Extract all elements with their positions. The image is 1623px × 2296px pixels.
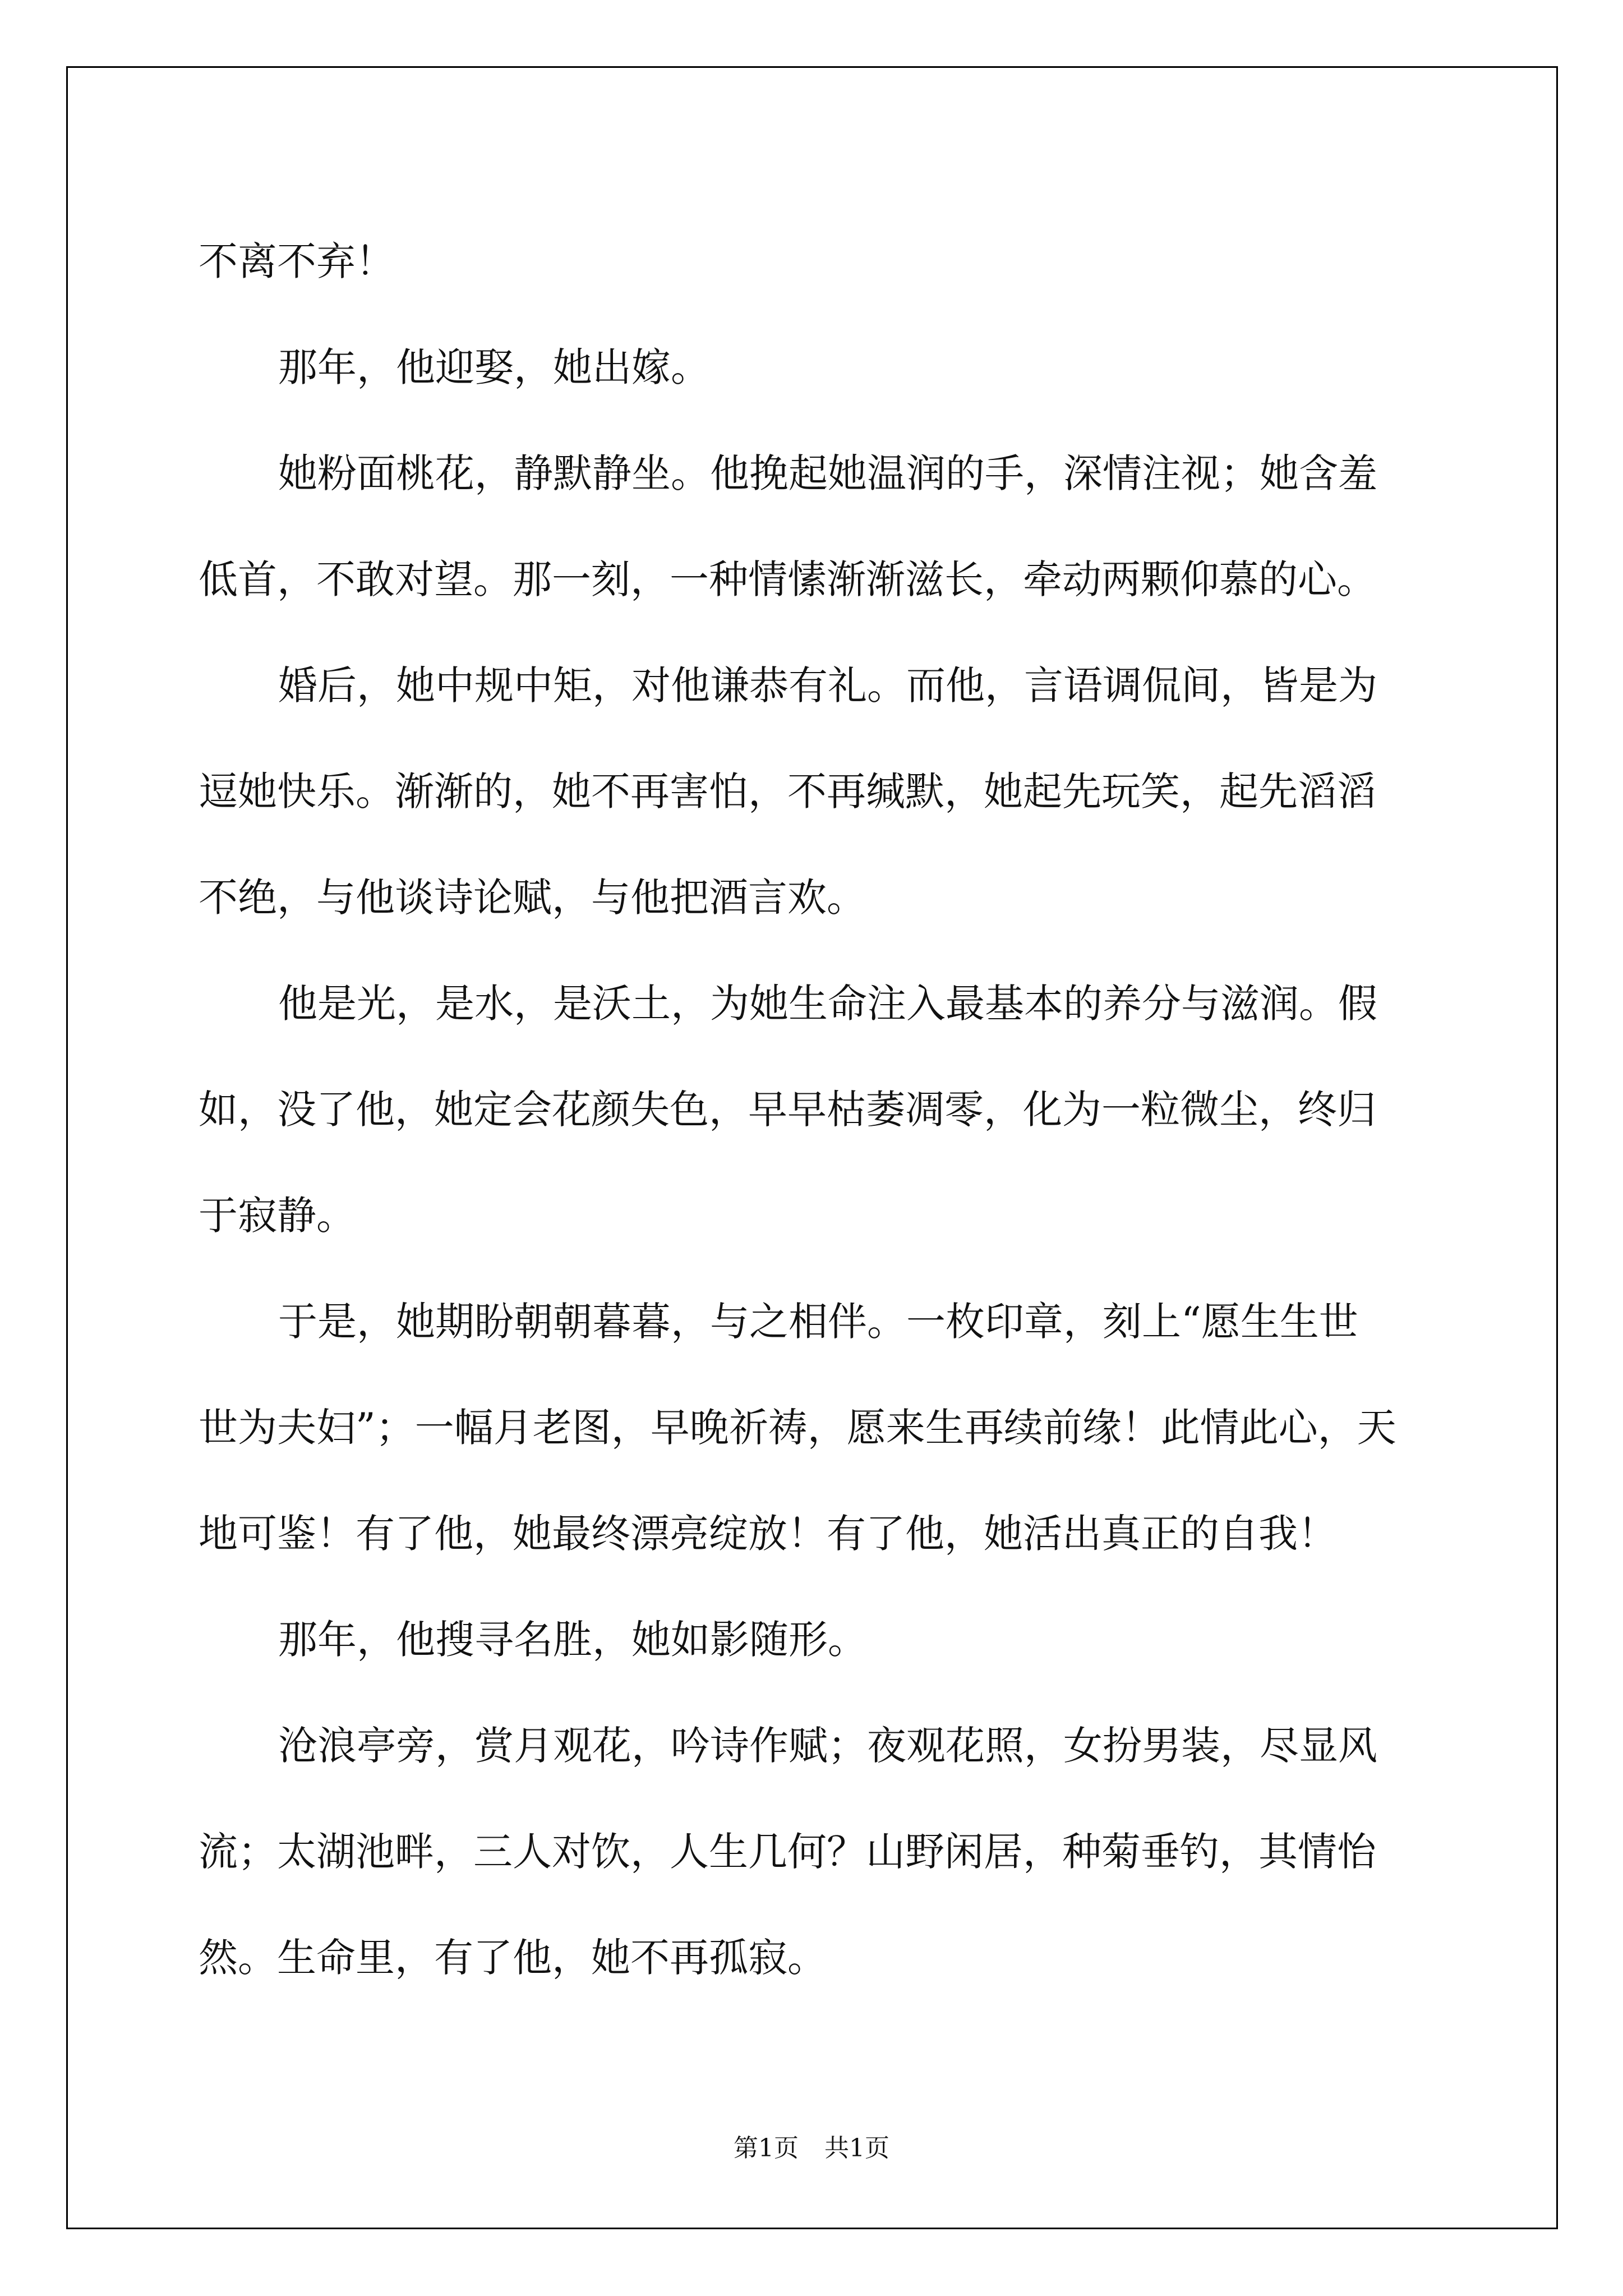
text-line: 于寂静。 bbox=[199, 1193, 356, 1239]
text-line: 然。生命里，有了他，她不再孤寂。 bbox=[199, 1935, 827, 1981]
page-number: 第1页 bbox=[734, 2134, 799, 2162]
text-line: 不离不弃！ bbox=[199, 238, 395, 284]
text-line: 沧浪亭旁，赏月观花，吟诗作赋；夜观花照，女扮男装，尽显风 bbox=[278, 1723, 1377, 1769]
page-total: 共1页 bbox=[824, 2134, 889, 2162]
text-line: 那年，他迎娶，她出嫁。 bbox=[278, 344, 710, 390]
text-line: 逗她快乐。渐渐的，她不再害怕，不再缄默，她起先玩笑，起先滔滔 bbox=[199, 769, 1376, 815]
text-line: 那年，他搜寻名胜，她如影随形。 bbox=[278, 1617, 867, 1663]
text-line: 世为夫妇”；一幅月老图，早晚祈祷，愿来生再续前缘！此情此心，天 bbox=[199, 1405, 1396, 1451]
text-line: 婚后，她中规中矩，对他谦恭有礼。而他，言语调侃间，皆是为 bbox=[278, 662, 1377, 708]
text-line: 地可鉴！有了他，她最终漂亮绽放！有了他，她活出真正的自我！ bbox=[199, 1511, 1337, 1557]
text-line: 如，没了他，她定会花颜失色，早早枯萎凋零，化为一粒微尘，终归 bbox=[199, 1087, 1376, 1133]
text-line: 流；太湖池畔，三人对饮，人生几何？山野闲居，种菊垂钓，其情怡 bbox=[199, 1829, 1376, 1875]
text-line: 她粉面桃花，静默静坐。他挽起她温润的手，深情注视；她含羞 bbox=[278, 450, 1377, 496]
text-line: 他是光，是水，是沃土，为她生命注入最基本的养分与滋润。假 bbox=[278, 981, 1377, 1027]
text-line: 于是，她期盼朝朝暮暮，与之相伴。一枚印章，刻上“愿生生世 bbox=[278, 1299, 1358, 1345]
document-body bbox=[199, 209, 1435, 2011]
text-line: 低首，不敢对望。那一刻，一种情愫渐渐滋长，牵动两颗仰慕的心。 bbox=[199, 556, 1376, 602]
text-line: 不绝，与他谈诗论赋，与他把酒言欢。 bbox=[199, 875, 866, 921]
page-footer bbox=[0, 2132, 1623, 2165]
